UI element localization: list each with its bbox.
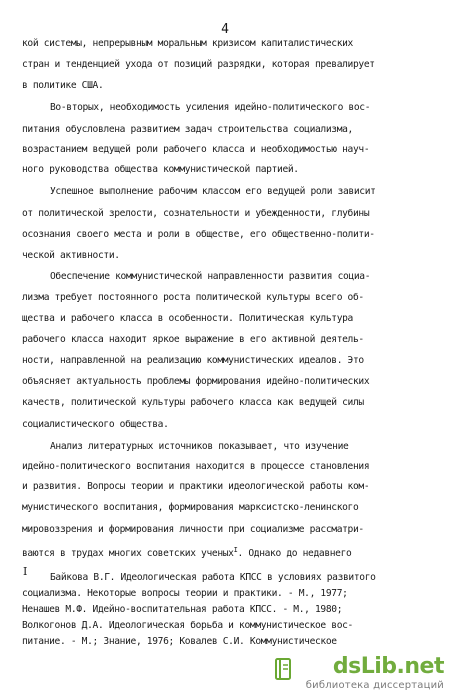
text-line: рабочего класса находит яркое выражение в его активной деятель- — [22, 333, 364, 345]
watermark-tagline: библиотека диссертаций — [305, 680, 444, 691]
text-line: щества и рабочего класса в особенности. Политическая культура — [22, 312, 353, 324]
text-line: ного руководства общества коммунистической партией. — [22, 164, 299, 176]
watermark-logo: dsLib.net — [332, 654, 444, 679]
text-line: Анализ литературных источников показывает, что изучение — [50, 440, 349, 452]
text-line: в политике США. — [22, 80, 104, 92]
text-line: возрастанием ведущей роли рабочего класса и необходимостью науч- — [22, 143, 370, 155]
text-line: объясняет актуальность проблемы формирования идейно-политических — [22, 376, 370, 388]
text-line: лизма требует постоянного роста политической культуры всего об- — [22, 292, 364, 304]
text-line: и развития. Вопросы теории и практики идеологической работы ком- — [22, 481, 370, 493]
text-line: ческой активности. — [22, 249, 120, 261]
text-line: стран и тенденцией ухода от позиций разрядки, которая превалирует — [22, 59, 375, 71]
book-icon — [274, 656, 294, 682]
text-line: Обеспечение коммунистической направленности развития социа- — [50, 271, 371, 283]
page-number: 4 — [221, 22, 229, 37]
footnote-ref: I — [233, 546, 238, 554]
text-line: ваются в трудах многих советских ученых$^I$. Однако до недавнего — [22, 546, 352, 559]
dslib-watermark[interactable] — [274, 654, 444, 694]
footnote-line: социализма. Некоторые вопросы теории и практики. - М., 1977; — [22, 588, 348, 599]
footnote-line: Волкогонов Д.А. Идеологическая борьба и коммунистическое вос- — [22, 620, 353, 631]
text-line: мировоззрения и формирования личности при социализме рассматри- — [22, 523, 364, 535]
text-line: Во-вторых, необходимость усиления идейно-политического вос- — [50, 102, 371, 114]
text-line: от политической зрелости, сознательности и убежденности, глубины — [22, 207, 370, 219]
text-line: питания обусловлена развитием задач строительства социализма, — [22, 123, 353, 135]
text-line: качеств, политической культуры рабочего класса как ведущей силы — [22, 397, 364, 409]
text-line: мунистического воспитания, формирования марксистско-ленинского — [22, 502, 359, 514]
text-line: осознания своего места и роли в обществе, его общественно-полити- — [22, 228, 375, 240]
footnote-marker: I — [23, 565, 28, 578]
text-line: Успешное выполнение рабочим классом его ведущей роли зависит — [50, 186, 376, 198]
text-line: ности, направленной на реализацию коммунистических идеалов. Это — [22, 355, 364, 367]
footnote-line: Ненашев М.Ф. Идейно-воспитательная работа КПСС. - М., 1980; — [22, 604, 343, 615]
text-line: идейно-политического воспитания находится в процессе становления — [22, 460, 370, 472]
text-line: социалистического общества. — [22, 418, 169, 430]
footnote-line: питание. - М.; Знание, 1976; Ковалев С.И. Коммунистическое — [22, 636, 337, 647]
text-line: кой системы, непрерывным моральным кризисом капиталистических — [22, 38, 353, 49]
footnote-line: Байкова В.Г. Идеологическая работа КПСС в условиях развитого — [50, 572, 376, 583]
